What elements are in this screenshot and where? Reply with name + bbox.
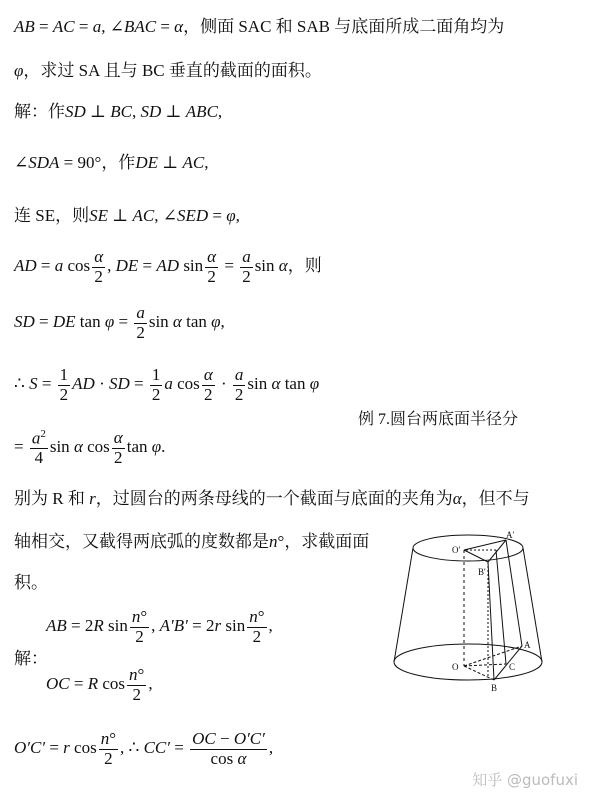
label-o-prime: O' — [452, 545, 461, 555]
label-a-prime: A' — [506, 530, 515, 540]
example-7-text-2: 轴相交，又截得两底弧的度数都是n°，求截面面 — [14, 532, 370, 551]
formula-area-s: ∴ S = $\frac{1}{2}$ AD · SD = $\frac{1}{2}$ a cos $\frac{\alpha}{2}$ · $\frac{a}{2}$ sin α tan φ — [14, 365, 320, 404]
solution-label: 解： — [14, 649, 48, 668]
label-a: A — [524, 640, 531, 650]
formula-oc: OC = R cos $\frac{n^\circ}{2}$ , — [46, 665, 153, 704]
example-7-heading: 例 7.圆台两底面半径分 — [358, 411, 519, 428]
formula-sd: SD = DE tan φ = $\frac{a}{2}$ sin α tan φ, — [14, 303, 225, 342]
question-line: φ，求过 SA 且与 BC 垂直的截面的面积。 — [14, 61, 322, 80]
solution-step-2: ∠SDA = 90°，作DE ⊥ AC, — [14, 153, 209, 172]
label-b: B — [491, 683, 498, 693]
frustum-figure — [388, 528, 548, 703]
formula-ab-chords: AB = 2R sin $\frac{n^\circ}{2}$ , A′B′ = 2r sin $\frac{n^\circ}{2}$ , — [46, 607, 273, 646]
label-c: C — [509, 662, 516, 672]
formula-area-result: = $\frac{a^2}{4}$ sin α cos $\frac{\alpha}{2}$ tan φ. — [14, 427, 166, 468]
label-b-prime: B' — [478, 567, 486, 577]
solution-step-1: 解：作SD ⊥ BC, SD ⊥ ABC, — [14, 102, 223, 121]
example-7-text-3: 积。 — [14, 573, 48, 592]
formula-occ: O′C′ = r cos $\frac{n^\circ}{2}$ , ∴ CC′ = $\frac{OC - O'C'}{\text{cos α}}$ , — [14, 729, 274, 768]
formula-ad-de: AD = a cos $\frac{\alpha}{2}$ , DE = AD sin $\frac{\alpha}{2}$ = $\frac{a}{2}$ sin α，则 — [14, 247, 322, 286]
label-o: O — [452, 662, 459, 672]
example-7-text-1: 别为 R 和 r，过圆台的两条母线的一个截面与底面的夹角为α，但不与 — [14, 489, 530, 508]
watermark: 知乎 @guofuxi — [472, 771, 578, 789]
solution-step-3: 连 SE，则SE ⊥ AC, ∠SED = φ, — [14, 206, 240, 225]
given-condition-line: AB = AC = a, ∠BAC = α，侧面 SAC 和 SAB 与底面所成二面角均为 — [14, 17, 505, 36]
